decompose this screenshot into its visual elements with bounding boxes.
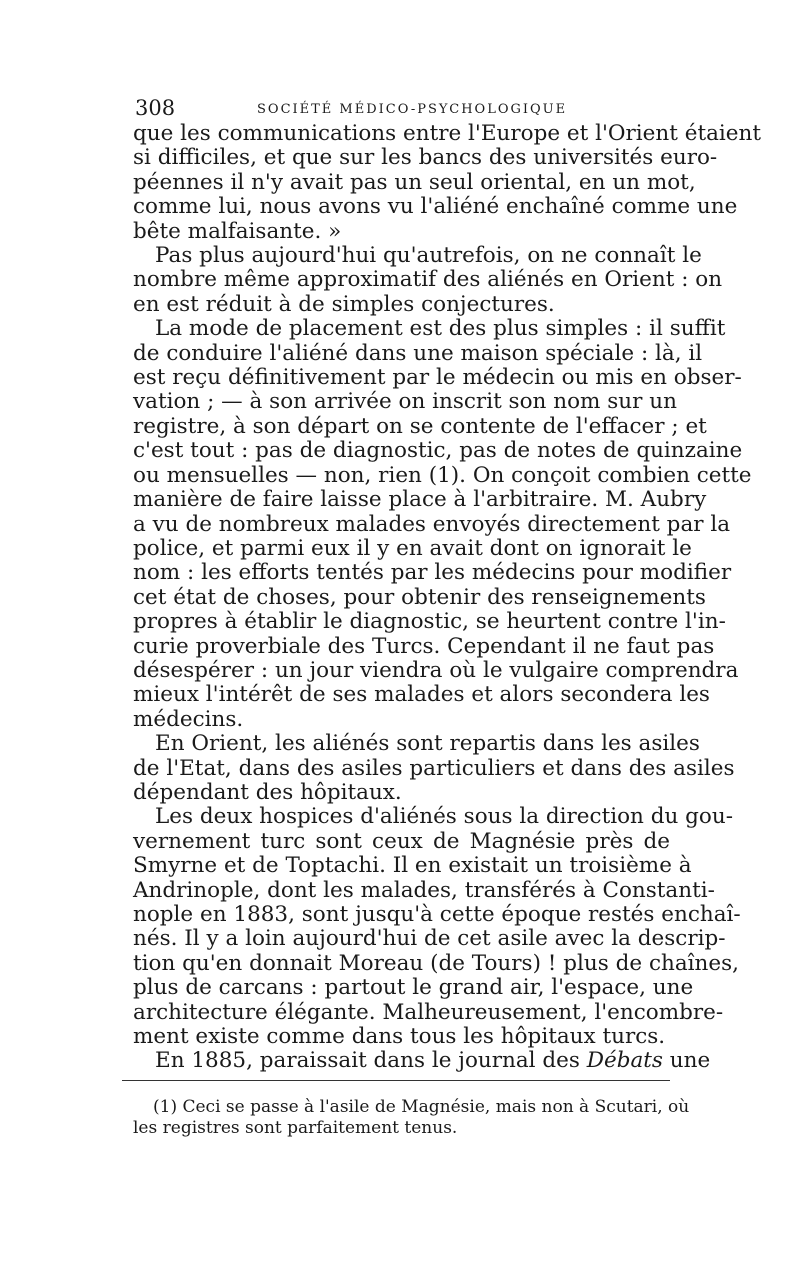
paragraph <box>133 731 735 805</box>
text-line: médecins. <box>133 706 244 732</box>
text-line: manière de faire laisse place à l'arbitraire. M. Aubry <box>133 487 707 513</box>
text-fragment: une <box>662 1048 711 1074</box>
text-line: plus de carcans : partout le grand air, l'espace, une <box>133 975 694 1001</box>
text-line: ou mensuelles — non, rien (1). On conçoit combien cette <box>133 462 752 488</box>
text-line: c'est tout : pas de diagnostic, pas de notes de quinzaine <box>133 438 743 464</box>
text-line: mieux l'intérêt de ses malades et alors secondera les <box>133 682 710 708</box>
footnote-line: les registres sont parfaitement tenus. <box>133 1118 458 1138</box>
page-number: 308 <box>135 96 176 120</box>
text-line: En Orient, les aliénés sont repartis dans les asiles <box>155 731 700 757</box>
text-line: cet état de choses, pour obtenir des renseignements <box>133 584 706 610</box>
text-line: de conduire l'aliéné dans une maison spéciale : là, il <box>133 340 703 366</box>
text-line: nople en 1883, sont jusqu'à cette époque restés enchaî- <box>133 902 741 927</box>
text-line <box>133 1048 711 1074</box>
text-fragment: En 1885, paraissait dans le journal des <box>155 1048 587 1074</box>
text-line: que les communications entre l'Europe et l'Orient étaient <box>133 121 761 146</box>
journal-title: Débats <box>586 1048 663 1074</box>
text-line: police, et parmi eux il y en avait dont on ignorait le <box>133 535 692 561</box>
text-line: curie proverbiale des Turcs. Cependant il ne faut pas <box>133 633 715 659</box>
running-head: SOCIÉTÉ MÉDICO-PSYCHOLOGIQUE <box>257 102 568 117</box>
text-line: Les deux hospices d'aliénés sous la direction du gou- <box>155 804 733 830</box>
text-line: péennes il n'y avait pas un seul oriental, en un mot, <box>133 169 696 195</box>
text-line: ment existe comme dans tous les hôpitaux turcs. <box>133 1024 666 1050</box>
footnote <box>133 1097 690 1139</box>
text-line: si difficiles, et que sur les bancs des universités euro- <box>133 145 718 171</box>
text-line: bête malfaisante. » <box>133 218 342 244</box>
text-line: désespérer : un jour viendra où le vulgaire comprendra <box>133 657 739 683</box>
text-line: comme lui, nous avons vu l'aliéné enchaîné comme une <box>133 194 738 220</box>
paragraph <box>133 243 723 317</box>
text-line: de l'Etat, dans des asiles particuliers et dans des asiles <box>133 755 735 781</box>
text-line: La mode de placement est des plus simples : il suffit <box>155 316 726 342</box>
paragraph <box>133 1048 711 1074</box>
paragraph <box>133 804 741 1050</box>
text-line: architecture élégante. Malheureusement, l'encombre- <box>133 999 724 1025</box>
text-line: nombre même approximatif des aliénés en Orient : on <box>133 267 723 293</box>
footnote-rule <box>122 1080 670 1081</box>
text-line: Pas plus aujourd'hui qu'autrefois, on ne connaît le <box>155 243 702 269</box>
text-line: nom : les efforts tentés par les médecins pour modifier <box>133 560 732 586</box>
text-line: registre, à son départ on se contente de l'effacer ; et <box>133 413 707 439</box>
text-line: vation ; — à son arrivée on inscrit son nom sur un <box>133 389 677 415</box>
body-text <box>133 121 761 1074</box>
text-line: Andrinople, dont les malades, transférés à Constanti- <box>133 877 715 903</box>
text-line: Smyrne et de Toptachi. Il en existait un troisième à <box>133 853 692 879</box>
paragraph <box>133 316 752 732</box>
paragraph <box>133 121 761 244</box>
text-line: vernement turc sont ceux de Magnésie près de <box>133 828 670 854</box>
text-line: propres à établir le diagnostic, se heurtent contre l'in- <box>133 609 726 635</box>
text-line: nés. Il y a loin aujourd'hui de cet asile avec la descrip- <box>133 926 726 952</box>
text-line: en est réduit à de simples conjectures. <box>133 291 555 317</box>
text-line: a vu de nombreux malades envoyés directement par la <box>133 511 731 537</box>
text-line: tion qu'en donnait Moreau (de Tours) ! plus de chaînes, <box>133 950 739 976</box>
text-line: est reçu définitivement par le médecin ou mis en obser- <box>133 365 742 391</box>
text-line: dépendant des hôpitaux. <box>133 779 402 805</box>
page-header <box>135 96 675 120</box>
footnote-line: (1) Ceci se passe à l'asile de Magnésie, mais non à Scutari, où <box>153 1097 690 1117</box>
